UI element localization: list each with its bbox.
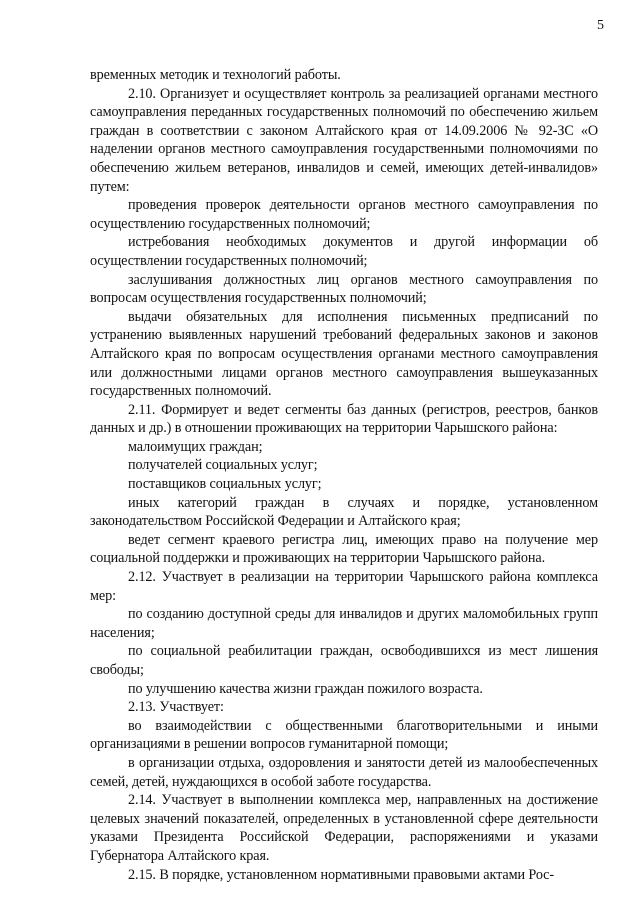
list-item-documents: истребования необходимых документов и другой информации об осуществлении государственных полномочий;	[90, 234, 598, 269]
list-item-children-recreation: в организации отдыха, оздоровления и занятости детей из малообеспеченных семей, детей, нуждающихся в особой заботе государства.	[90, 754, 598, 790]
list-item-other-categories: иных категорий граждан в случаях и порядке, установленном законодательством Российской Федерации и Алтайского края;	[90, 494, 598, 530]
list-item-providers: поставщиков социальных услуг;	[128, 476, 322, 493]
paragraph-2-13: 2.13. Участвует:	[128, 699, 224, 716]
paragraph-2-12: 2.12. Участвует в реализации на территории Чарышского района комплекса мер:	[90, 569, 598, 604]
list-item-elderly: по улучшению качества жизни граждан пожилого возраста.	[128, 680, 483, 697]
paragraph-2-11: 2.11. Формирует и ведет сегменты баз данных (регистров, реестров, банков данных и др.) в отношении проживающих на территории Чарышского района:	[90, 401, 598, 437]
paragraph-continuation: временных методик и технологий работы.	[90, 67, 341, 83]
list-item-hearing: заслушивания должностных лиц органов местного самоуправления по вопросам осуществления государственных полномочий;	[90, 271, 598, 307]
list-item-inspections: проведения проверок деятельности органов местного самоуправления по осуществлению государственных полномочий;	[90, 197, 598, 232]
list-item-low-income: малоимущих граждан;	[128, 438, 263, 455]
paragraph-2-15: 2.15. В порядке, установленном нормативными правовыми актами Рос-	[128, 866, 554, 883]
list-item-humanitarian: во взаимодействии с общественными благотворительными и иными организациями в решении вопросов гуманитарной помощи;	[90, 717, 598, 753]
page-number: 5	[597, 18, 604, 33]
paragraph-2-10: 2.10. Организует и осуществляет контроль за реализацией органами местного самоуправления переданных государственных полномочий по обеспечению жильем граждан в соответствии с законом Алтайского края от 14.09.2006 № 92-ЗС «О наделении органов местного самоуправления государственными полномочиями по обеспечению жильем ветеранов, инвалидов и семей, имеющих детей-инвалидов» путем:	[90, 85, 598, 195]
document-body	[90, 66, 598, 884]
list-item-register-segment: ведет сегмент краевого регистра лиц, имеющих право на получение мер социальной поддержки и проживающих на территории Чарышского района.	[90, 531, 598, 567]
list-item-rehabilitation: по социальной реабилитации граждан, освободившихся из мест лишения свободы;	[90, 643, 598, 678]
list-item-orders: выдачи обязательных для исполнения письменных предписаний по устранению выявленных нарушений требований федеральных законов и законов Алтайского края по вопросам осуществления органами местного самоуправления или должностными лицами органов местного самоуправления вышеуказанных государственных полномочий.	[90, 308, 598, 400]
list-item-accessible-environment: по созданию доступной среды для инвалидов и других маломобильных групп населения;	[90, 606, 598, 641]
list-item-recipients: получателей социальных услуг;	[128, 457, 318, 474]
paragraph-2-14: 2.14. Участвует в выполнении комплекса мер, направленных на достижение целевых значений показателей, определенных в установленной сфере деятельности указами Президента Российской Федерации, распоряжениями и указами Губернатора Алтайского края.	[90, 792, 598, 864]
